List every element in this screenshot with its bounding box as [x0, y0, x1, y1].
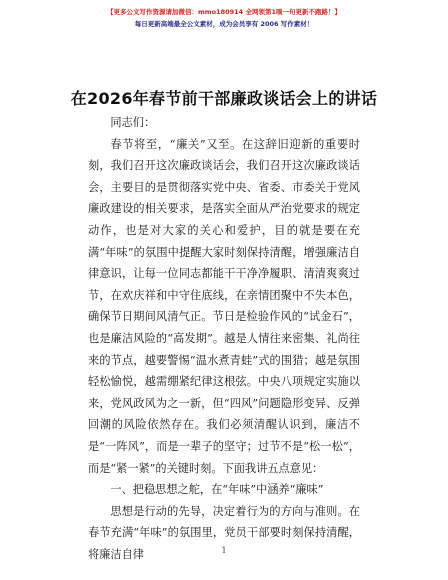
promo-banner	[0, 8, 448, 29]
banner-line-2: 每日更新高端最全公文素材，成为会员享有 2006 写作素材！	[134, 20, 314, 28]
section-paragraph: 思想是行动的先导，决定着行为的方向与准则。在春节充满“年味”的氛围里，党员干部要时刻保持清醒，将廉洁自律	[88, 504, 360, 561]
document-body	[88, 112, 360, 565]
body-paragraph: 春节将至，“廉关”又至。在这辞旧迎新的重要时刻，我们召开这次廉政谈话会，我们召开这次廉政谈话会，主要目的是贯彻落实党中央、省委、市委关于党风廉政建设的相关要求，是落实全面从严治党要求的规定动作，也是对大家的关心和爱护，目的就是要在充满“年味”的氛围中提醒大家时刻保持清醒，增强廉洁自律意识，让每一位同志都能干干净净履职、清清爽爽过节，在欢庆祥和中守住底线，在亲情团聚中不失本色，确保节日期间风清气正。节日是检验作风的“试金石”，也是廉洁风险的“高发期”。越是人情往来密集、礼尚往来的节点，越要警惕“温水煮青蛙”式的围猎；越是氛围轻松愉悦，越需绷紧纪律这根弦。中央八项规定实施以来，党风政风为之一新，但“四风”问题隐形变异、反弹回潮的风险依然存在。我们必须清醒认识到，廉洁不是“一阵风”，而是一辈子的坚守；过节不是“松一松”，而是“紧一紧”的关键时刻。下面我讲五点意见：	[88, 137, 360, 475]
document-title: 在2026年春节前干部廉政谈话会上的讲话	[70, 89, 378, 108]
salutation: 同志们：	[110, 116, 156, 129]
page-number: 1	[221, 546, 227, 555]
banner-line-1: 【更多公文写作资源请加微信：mmo180914 全网领第1嗅一句更新不跑路！】	[107, 8, 341, 16]
section-heading: 一、把稳思想之舵，在“年味”中涵养“廉味”	[110, 483, 324, 497]
